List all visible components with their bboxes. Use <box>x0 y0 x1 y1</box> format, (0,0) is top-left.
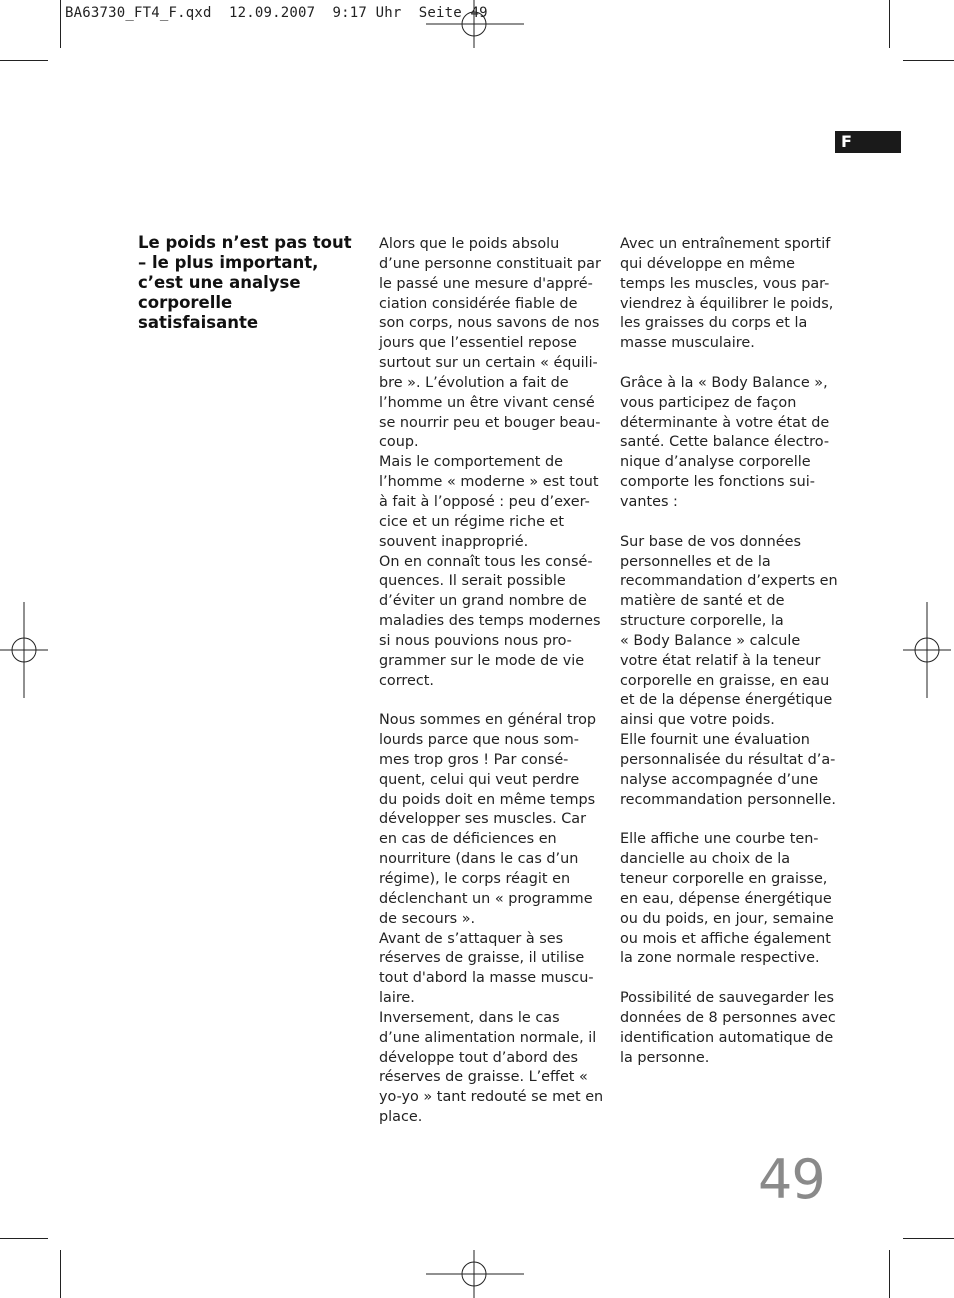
text-line: nalyse accompagnée d’une <box>620 771 819 788</box>
text-line <box>620 513 845 533</box>
text-line: temps les muscles, vous par- <box>620 275 830 292</box>
text-line: correct. <box>379 672 434 689</box>
text-line: Grâce à la « Body Balance », <box>620 374 828 391</box>
text-line: On en connaît tous les consé- <box>379 553 593 570</box>
text-line: dancielle au choix de la <box>620 851 791 868</box>
text-line <box>379 691 604 711</box>
text-line <box>620 969 845 989</box>
text-line: quences. Il serait possible <box>379 573 566 590</box>
text-line: vous participez de façon <box>620 394 797 411</box>
text-line: corporelle en graisse, en eau <box>620 672 830 689</box>
text-line: son corps, nous savons de nos <box>379 315 600 332</box>
text-line: maladies des temps modernes <box>379 613 601 630</box>
text-line: développer ses muscles. Car <box>379 811 587 828</box>
text-line: la personne. <box>620 1049 710 1066</box>
text-column-1 <box>379 235 604 1128</box>
text-line: déclenchant un « programme <box>379 890 593 907</box>
registration-mark-left-icon <box>0 602 48 698</box>
text-line: recommandation personnelle. <box>620 791 836 808</box>
text-line: l’homme « moderne » est tout <box>379 474 599 491</box>
text-line: Avant de s’attaquer à ses <box>379 930 564 947</box>
text-line: place. <box>379 1109 423 1126</box>
text-line: structure corporelle, la <box>620 613 784 630</box>
text-line: comporte les fonctions sui- <box>620 474 815 491</box>
text-line: développe tout d’abord des <box>379 1049 578 1066</box>
text-line: personnalisée du résultat d’a- <box>620 751 836 768</box>
crop-mark-bottom-right-horizontal <box>903 1238 954 1239</box>
text-line: Nous sommes en général trop <box>379 712 597 729</box>
text-line: le passé une mesure d'appré- <box>379 275 593 292</box>
text-line: quent, celui qui veut perdre <box>379 771 580 788</box>
text-line: cice et un régime riche et <box>379 513 565 530</box>
text-line: viendrez à équilibrer le poids, <box>620 295 834 312</box>
text-line: d’une personne constituait par <box>379 255 601 272</box>
text-line: matière de santé et de <box>620 593 785 610</box>
crop-mark-top-left-horizontal <box>0 60 48 61</box>
text-line: ou du poids, en jour, semaine <box>620 910 834 927</box>
text-line: régime), le corps réagit en <box>379 871 571 887</box>
section-heading: Le poids n’est pas tout – le plus important, c’est une analyse corporelle satisfaisante <box>138 233 352 332</box>
text-line: santé. Cette balance électro- <box>620 434 830 451</box>
text-line: déterminante à votre état de <box>620 414 830 431</box>
text-line: la zone normale respective. <box>620 950 820 967</box>
language-tab: F <box>835 131 901 153</box>
text-line: en cas de déficiences en <box>379 831 557 848</box>
text-line: données de 8 personnes avec <box>620 1009 836 1026</box>
crop-mark-top-right-horizontal <box>903 60 954 61</box>
print-slug: BA63730_FT4_F.qxd 12.09.2007 9:17 Uhr Seite 49 <box>65 5 488 21</box>
text-line: « Body Balance » calcule <box>620 632 801 649</box>
text-line: lourds parce que nous som- <box>379 732 579 749</box>
text-line: bre ». L’évolution a fait de <box>379 374 569 391</box>
crop-mark-top-right-vertical <box>889 0 890 48</box>
text-line: vantes : <box>620 493 678 510</box>
text-line: Mais le comportement de <box>379 454 564 471</box>
text-line: tout d'abord la masse muscu- <box>379 970 594 987</box>
text-line: Alors que le poids absolu <box>379 236 560 252</box>
text-line: nourriture (dans le cas d’un <box>379 851 579 868</box>
page-number: 49 <box>758 1148 825 1211</box>
registration-mark-right-icon <box>903 602 951 698</box>
text-line: Elle fournit une évaluation <box>620 732 810 749</box>
text-line: Inversement, dans le cas <box>379 1009 560 1026</box>
crop-mark-top-left-vertical <box>60 0 61 48</box>
crop-mark-bottom-left-vertical <box>60 1250 61 1298</box>
text-line: se nourrir peu et bouger beau- <box>379 414 601 431</box>
text-line: qui développe en même <box>620 255 795 272</box>
registration-mark-top-icon <box>426 0 524 48</box>
registration-mark-bottom-icon <box>426 1250 524 1298</box>
text-line: jours que l’essentiel repose <box>379 335 577 352</box>
text-line: grammer sur le mode de vie <box>379 652 585 669</box>
text-line: ciation considérée fiable de <box>379 295 578 312</box>
text-line <box>620 810 845 830</box>
text-line: ainsi que votre poids. <box>620 712 775 729</box>
text-line: identification automatique de <box>620 1029 834 1046</box>
text-line: ou mois et affiche également <box>620 930 831 947</box>
text-line: laire. <box>379 990 415 1007</box>
text-line: les graisses du corps et la <box>620 315 808 332</box>
text-line: Elle affiche une courbe ten- <box>620 831 819 848</box>
text-line: recommandation d’experts en <box>620 573 838 590</box>
text-line: personnelles et de la <box>620 553 771 570</box>
text-line: si nous pouvions nous pro- <box>379 632 572 649</box>
text-line: de secours ». <box>379 910 476 927</box>
text-line: Possibilité de sauvegarder les <box>620 990 834 1007</box>
text-line: Sur base de vos données <box>620 533 801 550</box>
text-line: masse musculaire. <box>620 335 755 352</box>
text-line: réserves de graisse. L’effet « <box>379 1069 588 1086</box>
text-line: l’homme un être vivant censé <box>379 394 595 411</box>
text-line: teneur corporelle en graisse, <box>620 871 828 887</box>
crop-mark-bottom-right-vertical <box>889 1250 890 1298</box>
text-line: d’une alimentation normale, il <box>379 1029 597 1046</box>
text-line: yo-yo » tant redouté se met en <box>379 1089 604 1106</box>
text-line: du poids doit en même temps <box>379 791 596 808</box>
text-line: à fait à l’opposé : peu d’exer- <box>379 493 590 510</box>
text-line: mes trop gros ! Par consé- <box>379 751 569 768</box>
text-line: en eau, dépense énergétique <box>620 890 832 907</box>
text-column-2 <box>620 235 845 1068</box>
text-line: et de la dépense énergétique <box>620 692 833 709</box>
text-line: Avec un entraînement sportif <box>620 236 831 252</box>
text-line: réserves de graisse, il utilise <box>379 950 585 967</box>
text-line <box>620 354 845 374</box>
text-line: coup. <box>379 434 419 451</box>
text-line: votre état relatif à la teneur <box>620 652 821 669</box>
text-line: surtout sur un certain « équili- <box>379 355 598 372</box>
text-line: nique d’analyse corporelle <box>620 454 811 471</box>
text-line: souvent inapproprié. <box>379 533 529 550</box>
text-line: d’éviter un grand nombre de <box>379 593 587 610</box>
crop-mark-bottom-left-horizontal <box>0 1238 48 1239</box>
